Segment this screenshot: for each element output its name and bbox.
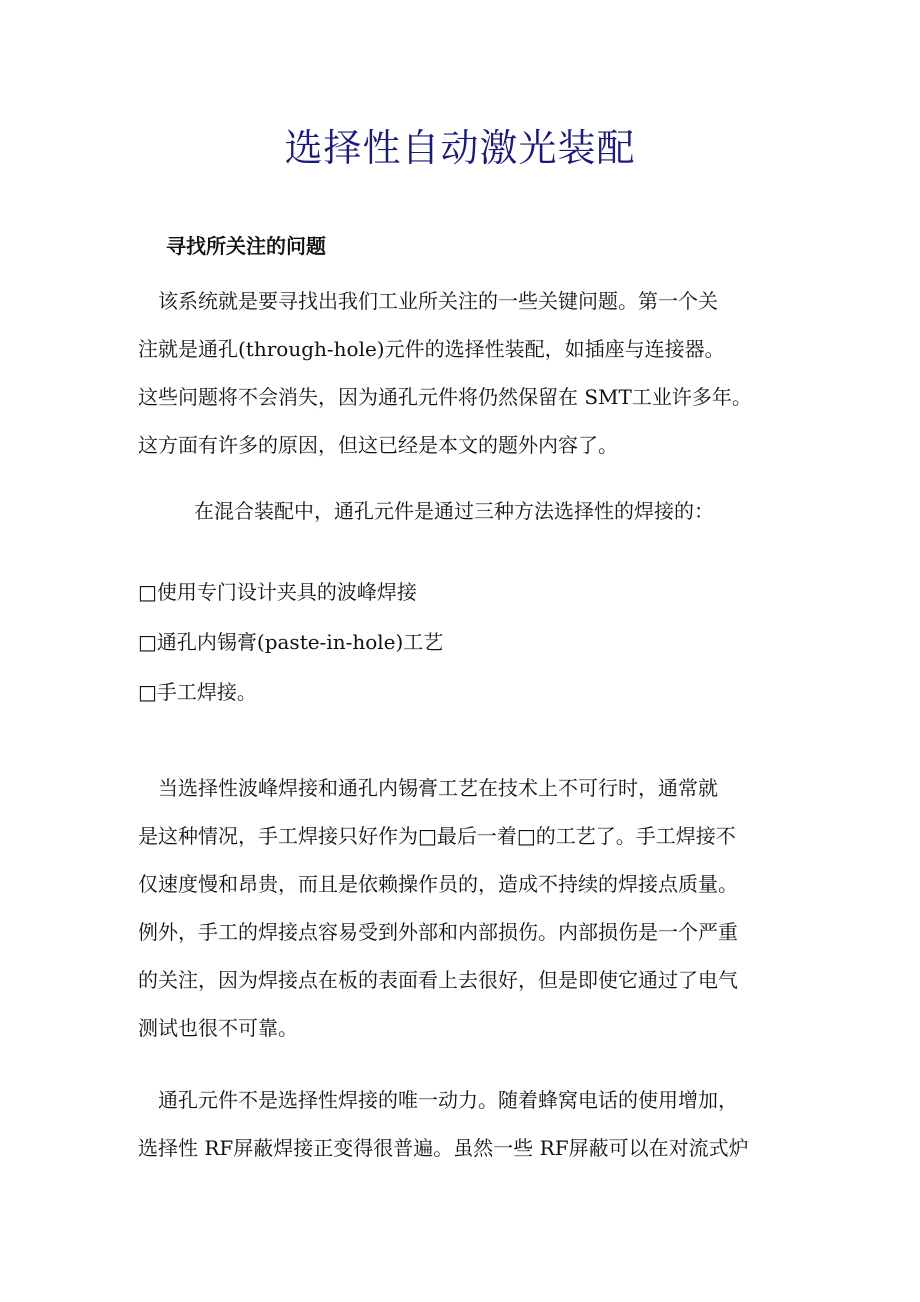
paragraph-line: 是这种情况，手工焊接只好作为□最后一着□的工艺了。手工焊接不	[138, 824, 736, 848]
paragraph-rf-shield	[138, 1076, 798, 1172]
paragraph-line: 在混合装配中，通孔元件是通过三种方法选择性的焊接的：	[194, 499, 714, 523]
document-title: 选择性自动激光装配	[284, 126, 636, 170]
list-item: □通孔内锡膏(paste-in-hole)工艺	[138, 630, 444, 654]
paragraph-intro	[138, 277, 798, 469]
paragraph-line: 例外，手工的焊接点容易受到外部和内部损伤。内部损伤是一个严重	[138, 920, 738, 944]
list-item: □手工焊接。	[138, 680, 257, 704]
paragraph-line: 仅速度慢和昂贵，而且是依赖操作员的，造成不持续的焊接点质量。	[138, 872, 738, 896]
list-item: □使用专门设计夹具的波峰焊接	[138, 580, 417, 604]
paragraph-line: 注就是通孔(through-hole)元件的选择性装配，如插座与连接器。	[138, 337, 725, 361]
paragraph-methods-intro	[194, 487, 794, 535]
paragraph-line: 这些问题将不会消失，因为通孔元件将仍然保留在 SMT工业许多年。	[138, 385, 752, 409]
paragraph-line: 该系统就是要寻找出我们工业所关注的一些关键问题。第一个关	[138, 289, 718, 313]
paragraph-line: 测试也很不可靠。	[138, 1016, 298, 1040]
paragraph-line: 通孔元件不是选择性焊接的唯一动力。随着蜂窝电话的使用增加，	[138, 1088, 738, 1112]
paragraph-line: 选择性 RF屏蔽焊接正变得很普遍。虽然一些 RF屏蔽可以在对流式炉	[138, 1136, 749, 1160]
paragraph-line: 的关注，因为焊接点在板的表面看上去很好，但是即使它通过了电气	[138, 968, 738, 992]
paragraph-line: 当选择性波峰焊接和通孔内锡膏工艺在技术上不可行时，通常就	[138, 776, 718, 800]
paragraph-hand-soldering	[138, 764, 798, 1052]
methods-list	[138, 567, 443, 717]
section-heading: 寻找所关注的问题	[166, 234, 326, 258]
paragraph-line: 这方面有许多的原因，但这已经是本文的题外内容了。	[138, 433, 618, 457]
